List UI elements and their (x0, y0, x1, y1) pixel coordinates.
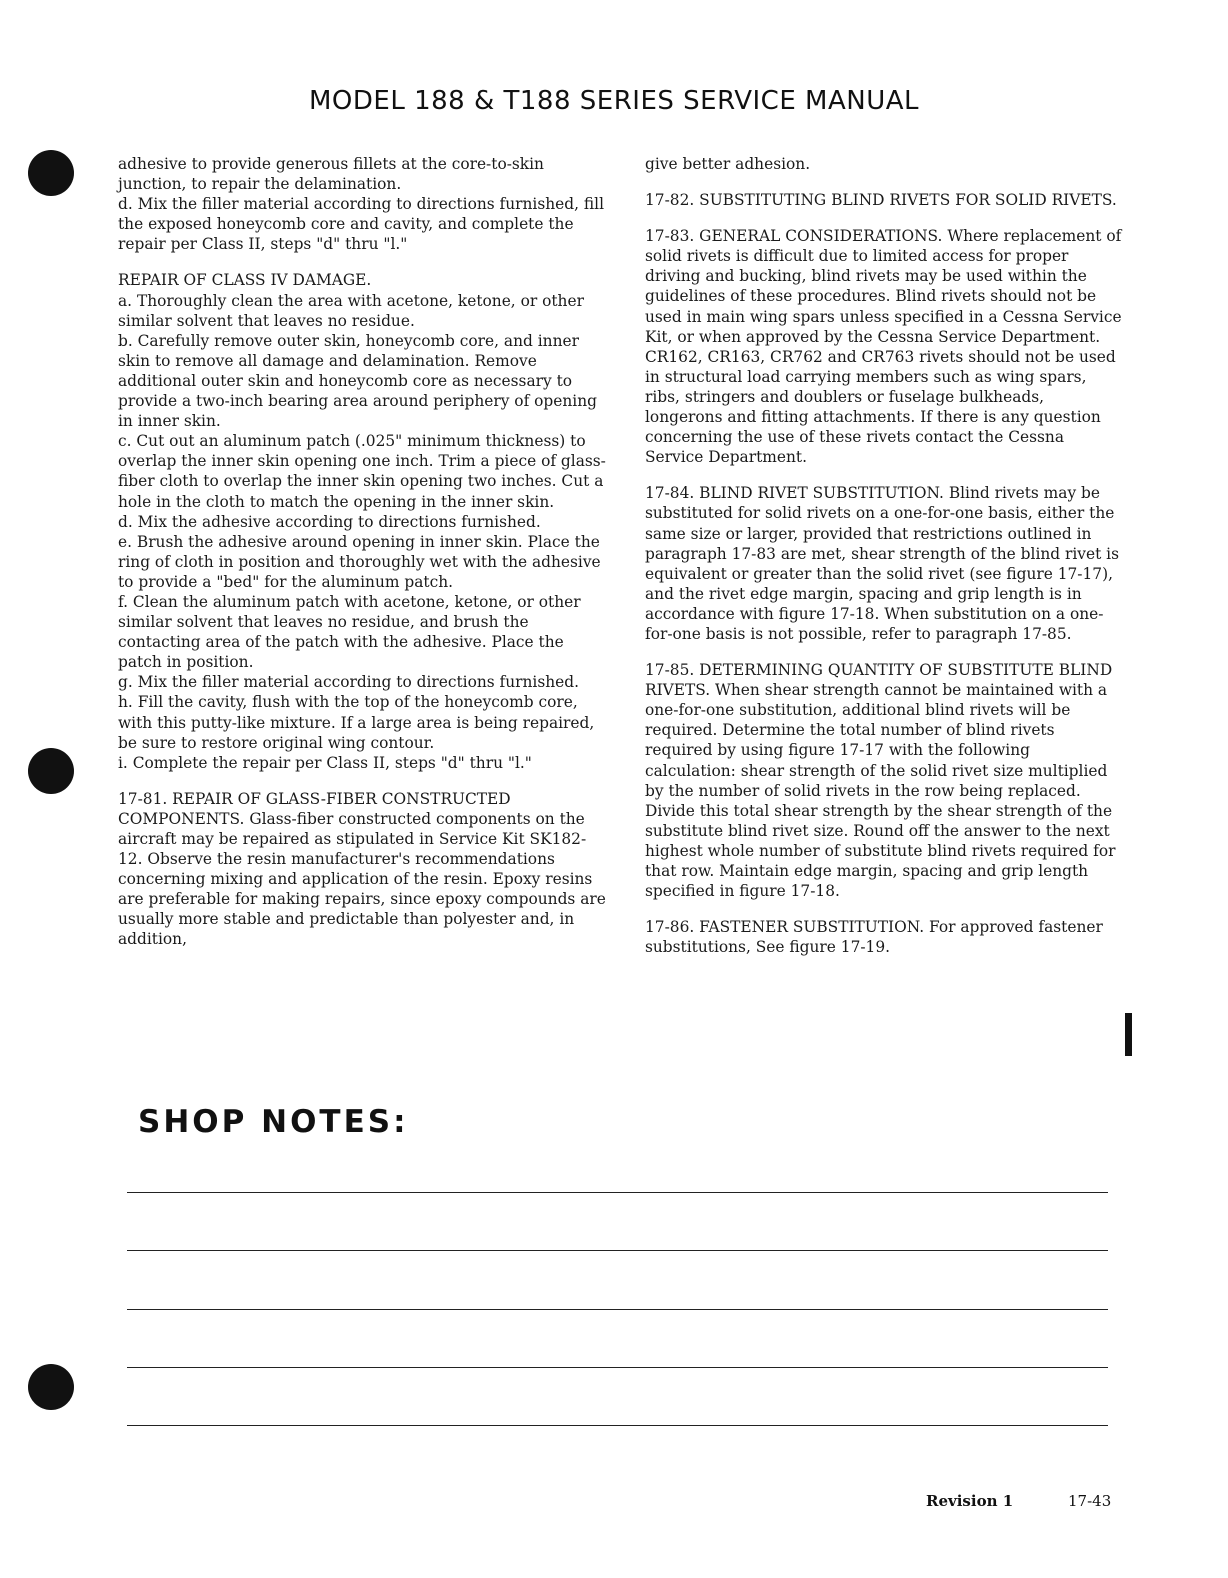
paragraph: 17-85. DETERMINING QUANTITY OF SUBSTITUTE BLIND RIVETS. When shear strength cannot be maintained with a one-for-one substitution, additional blind rivets will be required. Determine the total number of blind rivets required by using figure 17-17 with the following calculation: shear strength of the solid rivet size multiplied by the number of solid rivets in the row being replaced. Divide this total shear strength by the shear strength of the substitute blind rivet size. Round off the answer to the next highest whole number of substitute blind rivets required for that row. Maintain edge margin, spacing and grip length specified in figure 17-18. (645, 661, 1116, 901)
note-line (127, 1309, 1108, 1310)
left-column (118, 154, 606, 950)
revision-label: Revision 1 (926, 1492, 1014, 1510)
list-item: h. Fill the cavity, flush with the top of the honeycomb core, with this putty-like mixture. If a large area is being repaired, be sure to restore original wing contour. (118, 693, 595, 752)
paragraph: 17-84. BLIND RIVET SUBSTITUTION. Blind rivets may be substituted for solid rivets on a one-for-one basis, either the same size or larger, provided that restrictions outlined in paragraph 17-83 are met, shear strength of the blind rivet is equivalent or greater than the solid rivet (see figure 17-17), and the rivet edge margin, spacing and grip length is in accordance with figure 17-18. When substitution on a one-for-one basis is not possible, refer to paragraph 17-85. (645, 484, 1119, 643)
note-line (127, 1367, 1108, 1368)
binder-hole-middle (28, 748, 74, 794)
note-line (127, 1192, 1108, 1193)
note-line (127, 1250, 1108, 1251)
shop-notes-heading: SHOP NOTES: (138, 1104, 409, 1140)
binder-hole-top (28, 150, 74, 196)
list-item: g. Mix the filler material according to directions furnished. (118, 673, 579, 692)
list-item: a. Thoroughly clean the area with acetone, ketone, or other similar solvent that leaves no residue. (118, 291, 584, 330)
list-item: b. Carefully remove outer skin, honeycomb core, and inner skin to remove all damage and delamination. Remove additional outer skin and honeycomb core as necessary to provide a two-inch bearing area around periphery of opening in inner skin. (118, 331, 597, 431)
section-heading: REPAIR OF CLASS IV DAMAGE. (118, 271, 372, 290)
section-heading: 17-82. SUBSTITUTING BLIND RIVETS FOR SOLID RIVETS. (645, 191, 1117, 210)
list-item: f. Clean the aluminum patch with acetone, ketone, or other similar solvent that leaves no residue, and brush the contacting area of the patch with the adhesive. Place the patch in position. (118, 592, 581, 672)
binder-hole-bottom (28, 1364, 74, 1410)
page-number: 17-43 (1068, 1492, 1112, 1510)
note-line (127, 1425, 1108, 1426)
list-item: c. Cut out an aluminum patch (.025" minimum thickness) to overlap the inner skin opening one inch. Trim a piece of glass-fiber cloth to overlap the inner skin opening two inches. Cut a hole in the cloth to match the opening in the inner skin. (118, 432, 606, 511)
paragraph: 17-86. FASTENER SUBSTITUTION. For approved fastener substitutions, See figure 17-19. (645, 918, 1103, 957)
list-item: i. Complete the repair per Class II, steps "d" thru "l." (118, 753, 532, 772)
list-item: d. Mix the adhesive according to directions furnished. (118, 512, 541, 531)
revision-change-bar (1125, 1013, 1132, 1056)
paragraph: 17-83. GENERAL CONSIDERATIONS. Where replacement of solid rivets is difficult due to limited access for proper driving and bucking, blind rivets may be used within the guidelines of these procedures. Blind rivets should not be used in main wing spars unless specified in a Cessna Service Kit, or when approved by the Cessna Service Department. CR162, CR163, CR762 and CR763 rivets should not be used in structural load carrying members such as wing spars, ribs, stringers and doublers or fuselage bulkheads, longerons and fitting attachments. If there is any question concerning the use of these rivets contact the Cessna Service Department. (645, 227, 1122, 467)
paragraph: adhesive to provide generous fillets at the core-to-skin junction, to repair the delamination. (118, 155, 544, 194)
list-item: e. Brush the adhesive around opening in inner skin. Place the ring of cloth in position and thoroughly wet with the adhesive to provide a "bed" for the aluminum patch. (118, 532, 601, 591)
paragraph: give better adhesion. (645, 155, 811, 173)
page-title: MODEL 188 & T188 SERIES SERVICE MANUAL (308, 86, 919, 116)
paragraph: 17-81. REPAIR OF GLASS-FIBER CONSTRUCTED COMPONENTS. Glass-fiber constructed components on the aircraft may be repaired as stipulated in Service Kit SK182-12. Observe the resin manufacturer's recommendations concerning mixing and application of the resin. Epoxy resins are preferable for making repairs, since epoxy compounds are usually more stable and predictable than polyester and, in addition, (118, 789, 606, 949)
list-item: d. Mix the filler material according to directions furnished, fill the exposed honeycomb core and cavity, and complete the repair per Class II, steps "d" thru "l." (118, 195, 604, 254)
right-column (645, 154, 1125, 957)
